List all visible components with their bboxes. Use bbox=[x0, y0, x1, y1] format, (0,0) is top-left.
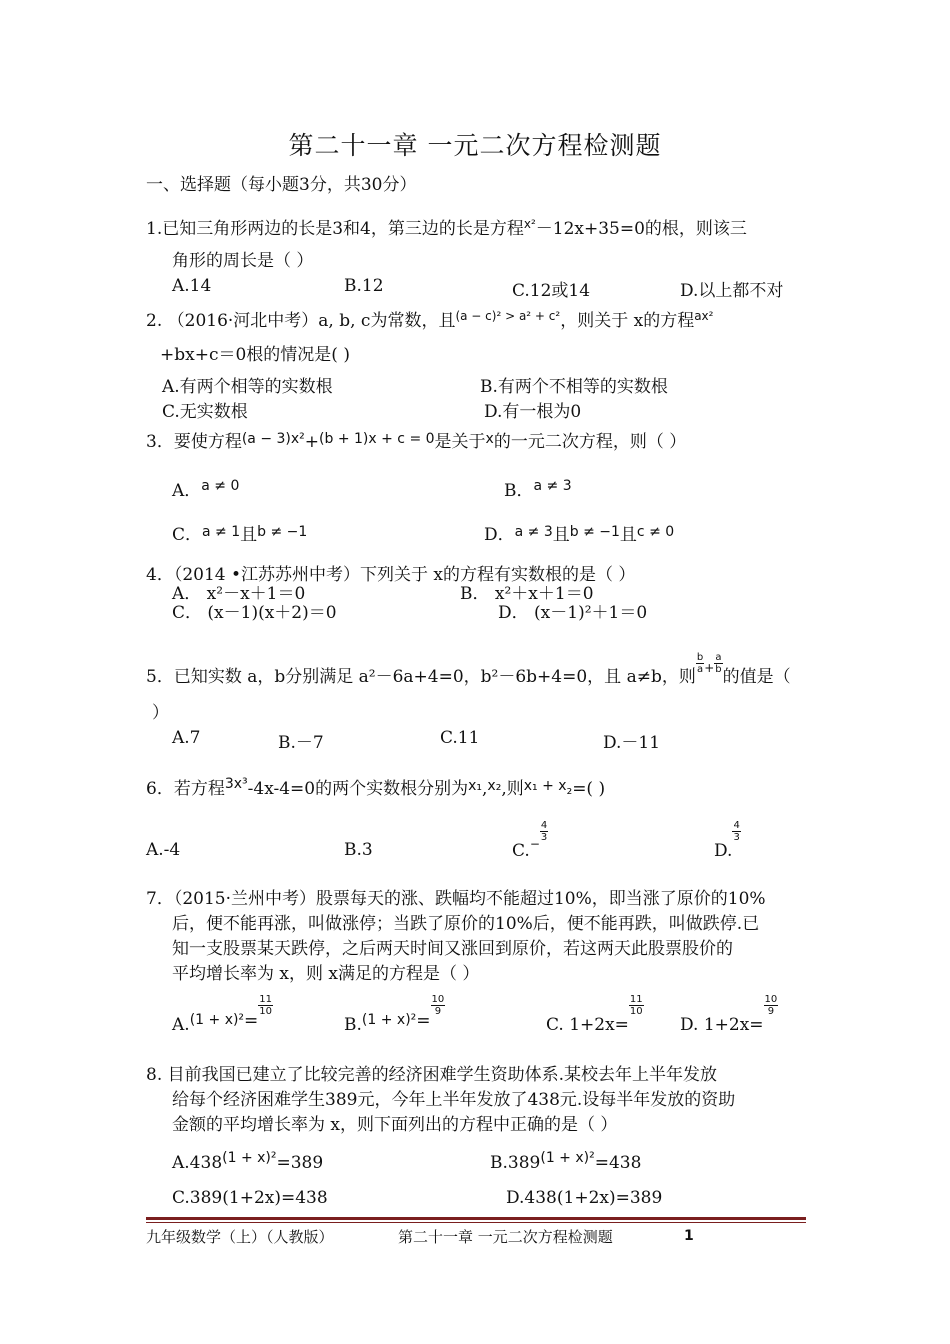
q8-option-c: C.389(1+2x)=438 bbox=[172, 1188, 328, 1208]
q3-option-b: B．$^{a \ne 3}$ bbox=[504, 478, 572, 501]
q4-option-d: D． (x－1)²＋1＝0 bbox=[498, 603, 648, 623]
q8-option-b: $B.389^{(1 + x)^2}=438$ bbox=[490, 1150, 642, 1173]
q7-option-a: $A._{(1 + x)^2}=$ $\frac{11}{10}$ bbox=[172, 994, 273, 1035]
footer-center: 第二十一章 一元二次方程检测题 bbox=[398, 1228, 613, 1246]
question-1-line-1: 1.已知三角形两边的长是3和4，第三边的长是方程$^{x^2}$－12x+35=0的根，则该三 bbox=[146, 217, 747, 239]
q6-option-c: $C._-$ $\frac{4}{3}$ bbox=[512, 820, 548, 861]
q2-option-b: B.有两个不相等的实数根 bbox=[480, 377, 668, 397]
question-5-line-1: 5．已知实数 a，b分别满足 a²－6a+4=0，b²－6b+4=0，且 a≠b，则 $\frac{b}{a}$ + $\frac{a}{b}$ 的值是（ bbox=[146, 652, 791, 687]
question-7-line-2: 后，便不能再涨，叫做涨停；当跌了原价的10%后，便不能再跌，叫做跌停.已 bbox=[172, 914, 760, 934]
page-number: 1 bbox=[684, 1228, 694, 1244]
q3-option-c: C．$^{a \ne 1}$且$^{b \ne -1}$ bbox=[172, 524, 308, 545]
fraction-b-over-a: $\frac{b}{a}$ bbox=[696, 652, 704, 675]
q6-option-d: D. $\frac{4}{3}$ bbox=[714, 820, 740, 861]
q4-option-a: A． x²－x＋1＝0 bbox=[172, 584, 306, 604]
q3-option-a: A．$^{a \ne 0}$ bbox=[172, 478, 240, 501]
question-1-line-2: 角形的周长是（ ） bbox=[172, 251, 314, 271]
q5-option-c: C.11 bbox=[440, 728, 480, 748]
q7-option-d: D. 1+2x= $\frac{10}{9}$ bbox=[680, 994, 778, 1035]
question-8-line-2: 给每个经济困难学生389元，今年上半年发放了438元.设每半年发放的资助 bbox=[172, 1090, 736, 1110]
question-7-line-3: 知一支股票某天跌停，之后两天时间又涨回到原价，若这两天此股票股价的 bbox=[172, 939, 733, 959]
question-7-line-1: 7．（2015·兰州中考）股票每天的涨、跌幅均不能超过10%，即当涨了原价的10% bbox=[146, 889, 766, 909]
q3-option-d: D．$^{a \ne 3}$且$^{b \ne -1}$且$^{c \ne 0}$ bbox=[484, 524, 675, 545]
question-5-line-2: ） bbox=[152, 703, 169, 723]
q7-option-b: $B._{(1 + x)^2}=$ $\frac{10}{9}$ bbox=[344, 994, 445, 1035]
q5-option-d: D.－11 bbox=[603, 733, 661, 753]
q1-option-d: D.以上都不对 bbox=[680, 281, 784, 301]
q8-option-d: D.438(1+2x)=389 bbox=[506, 1188, 663, 1208]
fraction-a-over-b: $\frac{a}{b}$ bbox=[715, 652, 722, 675]
q7-option-c: C. 1+2x= $\frac{11}{10}$ bbox=[546, 994, 643, 1035]
question-4-line-1: 4．（2014 •江苏苏州中考）下列关于 x的方程有实数根的是（ ） bbox=[146, 565, 636, 585]
q1-option-b: B.12 bbox=[344, 276, 384, 296]
footer-rule-thin bbox=[146, 1222, 806, 1223]
q2-option-d: D.有一根为0 bbox=[484, 402, 582, 422]
q2-option-a: A.有两个相等的实数根 bbox=[162, 377, 333, 397]
question-2-line-1: 2. （2016·河北中考）a, b, c为常数，且$^{(a - c)^2 > a^2 + c^2}$，则关于 x的方程$^{ax^2}$ bbox=[146, 309, 714, 331]
q4-option-b: B． x²＋x＋1＝0 bbox=[460, 584, 594, 604]
q1-option-a: A.14 bbox=[172, 276, 212, 296]
question-8-line-3: 金额的平均增长率为 x，则下面列出的方程中正确的是（ ） bbox=[172, 1115, 618, 1135]
q4-option-c: C． (x－1)(x＋2)＝0 bbox=[172, 603, 337, 623]
q5-option-b: B.－7 bbox=[278, 733, 324, 753]
question-3-line-1: 3．要使方程$^{(a - 3)x^2}$+$^{(b + 1)x + c = 0}$是关于$^x$的一元二次方程，则（ ） bbox=[146, 431, 687, 452]
question-2-line-2: +bx+c＝0根的情况是( ) bbox=[160, 345, 350, 365]
question-8-line-1: 8. 目前我国已建立了比较完善的经济困难学生资助体系.某校去年上半年发放 bbox=[146, 1065, 718, 1085]
page-title: 第二十一章 一元二次方程检测题 bbox=[288, 131, 662, 160]
q6-option-b: B.3 bbox=[344, 840, 373, 860]
footer-left: 九年级数学（上）（人教版） bbox=[146, 1228, 334, 1246]
q1-option-c: C.12或14 bbox=[512, 281, 591, 301]
section-heading: 一、选择题（每小题3分，共30分） bbox=[146, 175, 417, 195]
question-7-line-4: 平均增长率为 x，则 x满足的方程是（ ） bbox=[172, 964, 480, 984]
q6-option-a: A.-4 bbox=[146, 840, 181, 860]
question-6-line-1: 6．若方程$^{3x^3}$-4x-4=0的两个实数根分别为$^{x_1}$,$^{x_2}$,则$^{x_1 + x}$₂=( ) bbox=[146, 776, 606, 799]
footer-rule-thick bbox=[146, 1217, 806, 1220]
q2-option-c: C.无实数根 bbox=[162, 402, 248, 422]
q8-option-a: $A.438^{(1 + x)^2}=389$ bbox=[172, 1150, 324, 1173]
q5-option-a: A.7 bbox=[172, 728, 201, 748]
